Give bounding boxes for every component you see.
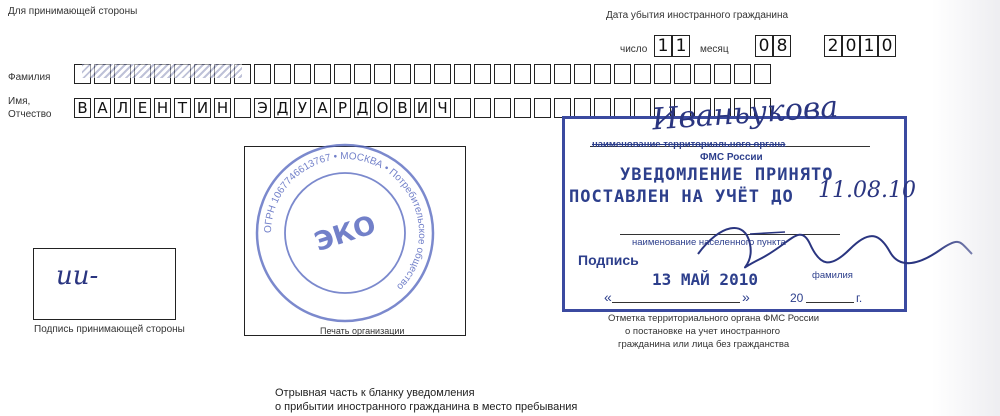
given-name-char-cell[interactable]: И	[194, 98, 211, 118]
surname-char-cell[interactable]	[574, 64, 591, 84]
surname-char-cell[interactable]	[394, 64, 411, 84]
surname-label: Фамилия	[8, 72, 51, 83]
surname-char-cell[interactable]	[714, 64, 731, 84]
given-name-char-cell[interactable]: О	[374, 98, 391, 118]
year-prefix: 20	[790, 291, 804, 305]
year-line	[806, 302, 854, 303]
surname-char-cell[interactable]	[654, 64, 671, 84]
surname-char-cell[interactable]	[694, 64, 711, 84]
surname-char-cell[interactable]	[594, 64, 611, 84]
given-name-char-cell[interactable]	[614, 98, 631, 118]
day-label: число	[620, 44, 648, 55]
handwritten-top: Иваньукова	[651, 89, 840, 138]
month-cell[interactable]: 8	[773, 35, 791, 57]
year-cell[interactable]: 1	[860, 35, 878, 57]
given-name-char-cell[interactable]: Е	[134, 98, 151, 118]
year-cell[interactable]: 2	[824, 35, 842, 57]
surname-char-cell[interactable]	[354, 64, 371, 84]
given-name-char-cell[interactable]	[574, 98, 591, 118]
seal-ring-text: ОГРН 1067746613767 • МОСКВА • Потребительское общество	[262, 150, 428, 292]
surname-char-cell[interactable]	[314, 64, 331, 84]
signature-box[interactable]	[33, 248, 176, 320]
place-caption: наименование населенного пункта	[632, 237, 786, 248]
surname-char-cell[interactable]	[734, 64, 751, 84]
given-name-char-cell[interactable]	[634, 98, 651, 118]
year-suffix: г.	[856, 291, 863, 305]
given-name-char-cell[interactable]	[454, 98, 471, 118]
surname-char-cell[interactable]	[374, 64, 391, 84]
stamp-title-1: УВЕДОМЛЕНИЕ ПРИНЯТО	[620, 165, 834, 185]
given-name-char-cell[interactable]: А	[94, 98, 111, 118]
fms-caption-1: Отметка территориального органа ФМС России	[608, 313, 820, 324]
given-name-char-cell[interactable]: Д	[354, 98, 371, 118]
date-open-quote: «	[604, 289, 612, 305]
redacted-surname	[82, 64, 242, 78]
month-label: месяц	[700, 44, 729, 55]
given-name-char-cell[interactable]: Ч	[434, 98, 451, 118]
page-edge	[932, 0, 1000, 416]
org-caption: наименование территориального органа	[592, 139, 786, 150]
surname-char-cell[interactable]	[514, 64, 531, 84]
given-name-char-cell[interactable]: Т	[174, 98, 191, 118]
header-left-label: Для принимающей стороны	[8, 6, 138, 17]
surname-char-cell[interactable]	[474, 64, 491, 84]
given-label-1: Имя,	[8, 96, 31, 107]
date-line	[612, 302, 740, 303]
organization-seal	[250, 138, 440, 328]
stamp-date: 13 МАЙ 2010	[652, 270, 758, 289]
given-name-char-cell[interactable]: В	[394, 98, 411, 118]
given-name-char-cell[interactable]	[514, 98, 531, 118]
surname-char-cell[interactable]	[454, 64, 471, 84]
seal-caption: Печать организации	[320, 326, 405, 336]
given-label-2: Отчество	[8, 109, 52, 120]
given-name-char-cell[interactable]: Э	[254, 98, 271, 118]
given-name-char-cell[interactable]	[234, 98, 251, 118]
given-name-char-cell[interactable]	[554, 98, 571, 118]
signature-caption: Подпись принимающей стороны	[34, 324, 185, 335]
fms-caption-2: о постановке на учет иностранного	[625, 326, 781, 337]
surname-char-cell[interactable]	[334, 64, 351, 84]
surname-char-cell[interactable]	[674, 64, 691, 84]
stamp-title-2: ПОСТАВЛЕН НА УЧЁТ ДО	[569, 187, 794, 207]
day-cell[interactable]: 1	[672, 35, 690, 57]
given-name-char-cell[interactable]: Р	[334, 98, 351, 118]
given-name-char-cell[interactable]: Н	[154, 98, 171, 118]
surname-char-cell[interactable]	[414, 64, 431, 84]
given-name-char-cell[interactable]: У	[294, 98, 311, 118]
month-cell[interactable]: 0	[755, 35, 773, 57]
signature: ии-	[56, 261, 99, 291]
given-name-char-cell[interactable]: А	[314, 98, 331, 118]
given-name-char-cell[interactable]	[474, 98, 491, 118]
surname-char-cell[interactable]	[754, 64, 771, 84]
footer-line-1: Отрывная часть к бланку уведомления	[275, 387, 475, 399]
surname-char-cell[interactable]	[534, 64, 551, 84]
given-name-char-cell[interactable]: Н	[214, 98, 231, 118]
given-name-char-cell[interactable]	[494, 98, 511, 118]
year-cell[interactable]: 0	[878, 35, 896, 57]
surname-char-cell[interactable]	[614, 64, 631, 84]
until-date: 11.08.10	[818, 178, 916, 203]
given-name-char-cell[interactable]: В	[74, 98, 91, 118]
footer-line-2: о прибытии иностранного гражданина в место пребывания	[275, 401, 578, 413]
year-cell[interactable]: 0	[842, 35, 860, 57]
given-name-char-cell[interactable]: Л	[114, 98, 131, 118]
surname-caption: фамилия	[812, 270, 853, 281]
surname-char-cell[interactable]	[494, 64, 511, 84]
fms-caption-3: гражданина или лица без гражданства	[618, 339, 790, 350]
surname-char-cell[interactable]	[254, 64, 271, 84]
given-name-char-cell[interactable]	[594, 98, 611, 118]
surname-char-cell[interactable]	[554, 64, 571, 84]
surname-char-cell[interactable]	[434, 64, 451, 84]
surname-char-cell[interactable]	[634, 64, 651, 84]
given-name-char-cell[interactable]	[534, 98, 551, 118]
day-cell[interactable]: 1	[654, 35, 672, 57]
seal-center-text: ЭКО	[310, 210, 380, 258]
given-name-char-cell[interactable]: Д	[274, 98, 291, 118]
header-right-label: Дата убытия иностранного гражданина	[606, 10, 789, 21]
surname-char-cell[interactable]	[274, 64, 291, 84]
date-close-quote: »	[742, 289, 750, 305]
given-name-char-cell[interactable]: И	[414, 98, 431, 118]
surname-char-cell[interactable]	[294, 64, 311, 84]
sign-label: Подпись	[578, 252, 639, 268]
org-name: ФМС России	[700, 152, 763, 163]
